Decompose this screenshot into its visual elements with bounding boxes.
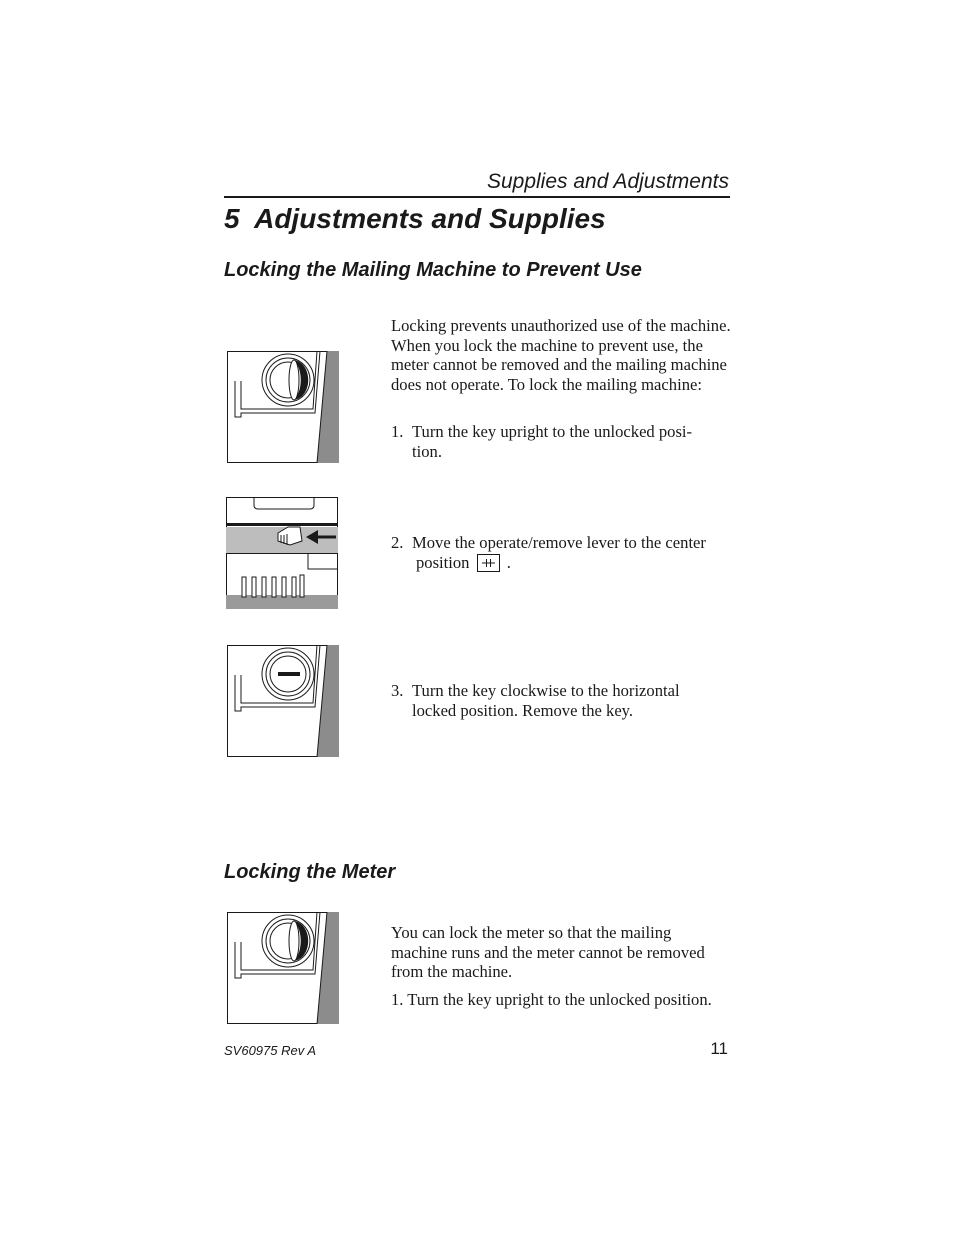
step-3-number: 3. (391, 681, 404, 700)
chapter-title: 5 Adjustments and Supplies (224, 203, 606, 234)
section-heading-locking-machine: Locking the Mailing Machine to Prevent Use (224, 259, 642, 281)
key-horizontal-icon (227, 645, 339, 757)
section2-step-1: 1. Turn the key upright to the unlocked position. (391, 990, 712, 1009)
step-1 (391, 422, 731, 461)
section1-intro: Locking prevents unauthorized use of the machine. When you lock the machine to prevent use, the meter cannot be removed and the mailing machine does not operate. To lock the mailing machine: (391, 316, 731, 394)
step-2-line1: Move the operate/remove lever to the center (412, 533, 706, 552)
operate-remove-lever-icon (226, 497, 338, 609)
step-2 (391, 533, 731, 572)
running-header: Supplies and Adjustments (486, 170, 729, 193)
step-2-line2-before: position (416, 552, 470, 572)
footer-doc-id: SV60975 Rev A (224, 1043, 317, 1058)
section2-intro: You can lock the meter so that the mailing machine runs and the meter cannot be removed from the machine. (391, 923, 705, 982)
step-3-line2: locked position. Remove the key. (412, 700, 634, 720)
section-heading-locking-meter: Locking the Meter (224, 861, 396, 883)
step-1-number: 1. (391, 422, 404, 441)
step-3-line1: Turn the key clockwise to the horizontal (412, 681, 680, 700)
key-upright-icon (227, 912, 339, 1024)
key-upright-icon (227, 351, 339, 463)
page-number: 11 (710, 1039, 728, 1058)
step-1-line1: Turn the key upright to the unlocked posi- (412, 422, 693, 441)
step-1-line2: tion. (412, 441, 442, 461)
step-2-line2-after: . (506, 552, 511, 572)
header-rule (224, 196, 730, 198)
step-2-number: 2. (391, 533, 404, 552)
center-position-symbol-icon (477, 554, 500, 572)
step-3 (391, 681, 731, 720)
